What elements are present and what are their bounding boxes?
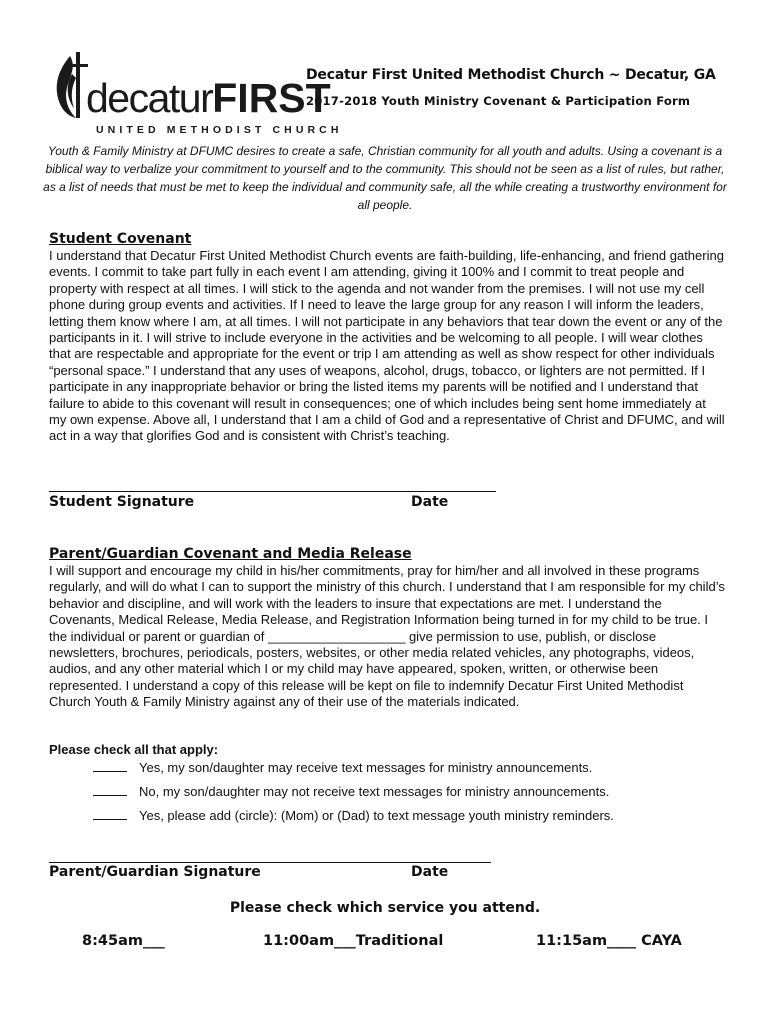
parent-date-label: Date: [411, 864, 449, 880]
parent-signature-line[interactable]: [49, 862, 491, 863]
check-item-yes-texts[interactable]: [93, 760, 592, 775]
student-covenant-body: I understand that Decatur First United Methodist Church events are faith-building, life-enhancing, and friend gathering events. I commit to take part fully in each event I am attending, giving it 100% and I commit to treat people and property with respect at all times. I will stick to the agenda and not wander from the premises. I will not use my cell phone during group events and activities. If I need to leave the large group for any reason I will inform the leaders, letting them know where I am, at all times. I will not participate in any behaviors that tear down the event or any of the participants in it. I will strive to include everyone in the activities and be welcoming to all people. I will wear clothes that are respectable and appropriate for the event or trip I am attending as well as show respect for other individuals “personal space.” I understand that any uses of weapons, alcohol, drugs, tobacco, or lighters are not permitted. If I participate in any inappropriate behavior or bring the listed items my parents will be notified and I understand that failure to abide to this covenant will result in consequences; one of which includes being sent home immediately at my own expense. Above all, I understand that I am a child of God and a representative of Christ and DFUMC, and will act in a way that glorifies God and is consistent with Christ’s teaching.: [49, 248, 725, 444]
service-option-1100[interactable]: 11:00am___Traditional: [263, 933, 444, 949]
student-covenant-title: Student Covenant: [49, 231, 192, 247]
student-date-label: Date: [411, 494, 449, 510]
check-blank[interactable]: [93, 809, 127, 820]
intro-paragraph: Youth & Family Ministry at DFUMC desires to create a safe, Christian community for all youth and adults. Using a covenant is a biblical way to verbalize your commitment to yourself and to the community. This should not be seen as a list of rules, but rather, as a list of needs that must be met to keep the individual and community safe, all the while creating a trustworthy environment for all people.: [43, 144, 727, 212]
service-heading: Please check which service you attend.: [229, 900, 541, 916]
logo-word-bold: FIRST: [212, 75, 331, 121]
check-blank[interactable]: [93, 785, 127, 796]
check-item-label: No, my son/daughter may not receive text messages for ministry announcements.: [139, 784, 610, 799]
check-item-no-texts[interactable]: [93, 784, 609, 799]
logo-word-light: decatur: [86, 75, 213, 121]
service-option-1115[interactable]: 11:15am____ CAYA: [536, 933, 682, 949]
check-heading: Please check all that apply:: [49, 742, 219, 757]
parent-covenant-body: I will support and encourage my child in his/her commitments, pray for him/her and all involved in these programs regularly, and will do what I can to support the ministry of this church. I understand that I am responsible for my child’s behavior and discipline, and will work with the leaders to insure that expectations are met. I understand the Covenants, Medical Release, Media Release, and Registration Information being turned in for my child to be true. I the individual or parent or guardian of ___________________ give permission to use, publish, or disclose newsletters, brochures, periodicals, posters, websites, or other media related vehicles, any photographs, videos, audios, and any other material which I or my child may have appeared, spoken, written, or otherwise been represented. I understand a copy of this release will be kept on file to indemnify Decatur First United Methodist Church Youth & Family Ministry against any of their use of the materials indicated.: [49, 563, 725, 710]
parent-signature-label: Parent/Guardian Signature: [49, 864, 261, 880]
parent-covenant-title: Parent/Guardian Covenant and Media Release: [49, 546, 412, 562]
logo-subline: UNITED METHODIST CHURCH: [96, 124, 343, 136]
student-signature-line[interactable]: [49, 491, 496, 492]
student-signature-label: Student Signature: [49, 494, 195, 510]
service-option-845[interactable]: 8:45am___: [82, 933, 165, 949]
logo-wordmark: [86, 75, 331, 121]
check-blank[interactable]: [93, 761, 127, 772]
check-item-label: Yes, my son/daughter may receive text messages for ministry announcements.: [139, 760, 593, 775]
check-item-add-parent[interactable]: [93, 808, 614, 823]
check-item-label: Yes, please add (circle): (Mom) or (Dad) to text message youth ministry reminders.: [139, 808, 614, 823]
document-subtitle: 2017-2018 Youth Ministry Covenant & Participation Form: [306, 94, 691, 108]
document-title: Decatur First United Methodist Church ~ Decatur, GA: [306, 67, 716, 83]
